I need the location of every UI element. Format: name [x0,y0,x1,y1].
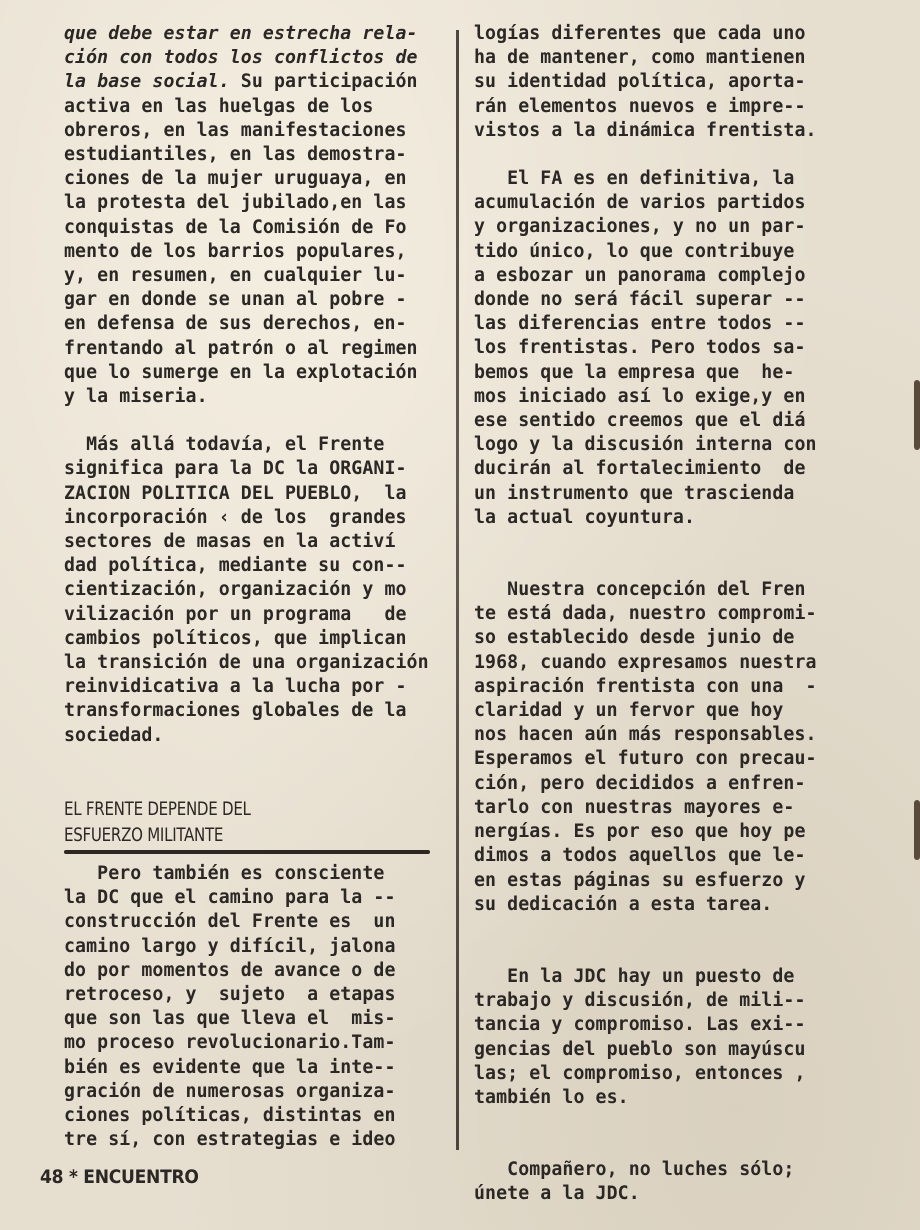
text-line: mos iniciado así lo exige,y en [474,385,806,407]
text-line [64,167,454,191]
text-line [64,216,454,240]
text-line: Más allá todavía, el Frente [64,434,385,456]
text-line: nos hacen aún más responsables. [474,724,817,746]
text-line: que son las que lleva el mis- [64,1008,396,1030]
left-column [64,22,454,1152]
text-line: su identidad política, aporta- [474,71,806,93]
text-line: únete a la JDC. [474,1183,640,1205]
text-line-segment: ciones de la mujer uruguaya, en [64,168,407,190]
text-line: claridad y un fervor que hoy [474,700,784,722]
text-line-segment: frentando al patrón o al regimen [64,337,418,359]
text-line [64,288,454,312]
right-paragraph-3 [474,578,894,917]
text-line: a esbozar un panorama complejo [474,264,806,286]
text-line [64,119,454,143]
text-line-segment: activa en las huelgas de los [64,95,374,117]
left-paragraph-1 [64,22,454,409]
text-line: tarlo con nuestras mayores e- [474,796,795,818]
text-line-segment: gar en donde se unan al pobre - [64,289,407,311]
page-folio: 48 * ENCUENTRO [40,1166,199,1188]
text-line: donde no será fácil superar -- [474,289,806,311]
text-line: en estas páginas su esfuerzo y [474,869,806,891]
text-line: las diferencias entre todos -- [474,313,806,335]
text-line: y organizaciones, y no un par- [474,216,806,238]
text-line [64,22,454,46]
text-line [64,70,454,94]
text-line: la transición de una organización [64,652,429,674]
text-line-segment: conquistas de la Comisión de Fo [64,216,407,238]
text-line: significa para la DC la ORGANI- [64,458,407,480]
text-line: sociedad. [64,724,164,746]
text-line [64,361,454,385]
text-line-segment: ción con todos los conflictos de [64,47,418,69]
text-line: cambios políticos, que implican [64,627,407,649]
text-line: bemos que la empresa que he- [474,361,795,383]
text-line-segment: la base social. [64,71,230,93]
text-line: En la JDC hay un puesto de [474,965,795,987]
text-line: ese sentido creemos que el diá [474,410,806,432]
text-line: nergías. Es por eso que hoy pe [474,821,806,843]
text-line: aspiración frentista con una - [474,675,817,697]
text-line: tancia y compromiso. Las exi-- [474,1014,806,1036]
text-line: retroceso, y sujeto a etapas [64,983,396,1005]
text-line [64,312,454,336]
text-line-segment: en defensa de sus derechos, en- [64,313,407,335]
text-line: do por momentos de avance o de [64,959,396,981]
left-paragraph-2 [64,433,454,748]
text-line: trabajo y discusión, de mili-- [474,990,806,1012]
text-line: te está dada, nuestro compromi- [474,603,817,625]
text-line: dimos a todos aquellos que le- [474,845,806,867]
text-line: cientización, organización y mo [64,579,407,601]
text-line: ha de mantener, como mantienen [474,47,806,69]
text-line [64,337,454,361]
text-line: rán elementos nuevos e impre-- [474,95,806,117]
subheading-underline-rule [64,850,430,854]
text-line: acumulación de varios partidos [474,192,806,214]
text-line: Compañero, no luches sólo; [474,1159,795,1181]
text-line: la actual coyuntura. [474,506,695,528]
right-column [474,22,894,1207]
column-divider-rule [456,30,459,1150]
text-line-segment: y, en resumen, en cualquier lu- [64,265,407,287]
text-line-segment: estudiantiles, en las demostra- [64,144,407,166]
text-line: gencias del pueblo son mayúscu [474,1038,806,1060]
text-line: gración de numerosas organiza- [64,1080,396,1102]
text-line: vilización por un programa de [64,603,407,625]
text-line: ción, pero decididos a enfren- [474,772,806,794]
page-edge-stain [914,380,920,450]
text-line-segment: la protesta del jubilado,en las [64,192,407,214]
text-line: ducirán al fortalecimiento de [474,458,806,480]
right-paragraph-5 [474,1158,894,1206]
text-line: 1968, cuando expresamos nuestra [474,651,817,673]
text-line [64,95,454,119]
text-line: logo y la discusión interna con [474,434,817,456]
text-line: tido único, lo que contribuye [474,240,795,262]
text-line: un instrumento que trascienda [474,482,795,504]
text-line [64,143,454,167]
text-line: transformaciones globales de la [64,700,407,722]
section-subheading [64,796,454,848]
text-line-segment: Su participación [229,71,418,93]
text-line: El FA es en definitiva, la [474,168,795,190]
text-line [64,240,454,264]
text-line: camino largo y difícil, jalona [64,935,396,957]
text-line: tre sí, con estrategias e ideo [64,1129,396,1151]
text-line-segment: que lo sumerge en la explotación [64,361,418,383]
text-line: Pero también es consciente [64,862,385,884]
text-line: construcción del Frente es un [64,911,396,933]
text-line: la DC que el camino para la -- [64,887,396,909]
text-line: su dedicación a esta tarea. [474,893,773,915]
text-line: las; el compromiso, entonces , [474,1062,806,1084]
right-paragraph-1 [474,22,894,143]
text-line: reinvidicativa a la lucha por - [64,676,407,698]
text-line [64,385,454,409]
page-edge-stain [914,800,920,860]
text-line-segment: obreros, en las manifestaciones [64,119,407,141]
subheading-line-2: ESFUERZO MILITANTE [64,823,224,846]
text-line-segment: mento de los barrios populares, [64,240,407,262]
left-paragraph-3 [64,862,454,1152]
text-line: logías diferentes que cada uno [474,23,806,44]
text-line: incorporación ‹ de los grandes [64,506,407,528]
text-line [64,264,454,288]
right-paragraph-2 [474,167,894,530]
text-line: vistos a la dinámica frentista. [474,119,817,141]
text-line [64,191,454,215]
text-line: también lo es. [474,1086,629,1108]
text-line-segment: que debe estar en estrecha rela- [64,23,418,44]
text-line: dad política, mediante su con-- [64,555,407,577]
text-line: Esperamos el futuro con precau- [474,748,817,770]
text-line: los frentistas. Pero todos sa- [474,337,806,359]
text-line [64,46,454,70]
text-line: mo proceso revolucionario.Tam- [64,1032,396,1054]
text-line: Nuestra concepción del Fren [474,579,806,601]
text-line: so establecido desde junio de [474,627,795,649]
text-line: ZACION POLITICA DEL PUEBLO, la [64,482,407,504]
text-line: bién es evidente que la inte-- [64,1056,396,1078]
text-line-segment: y la miseria. [64,386,208,408]
text-line: ciones políticas, distintas en [64,1104,396,1126]
subheading-line-1: EL FRENTE DEPENDE DEL [64,797,251,820]
right-paragraph-4 [474,965,894,1110]
text-line: sectores de masas en la activí [64,531,396,553]
